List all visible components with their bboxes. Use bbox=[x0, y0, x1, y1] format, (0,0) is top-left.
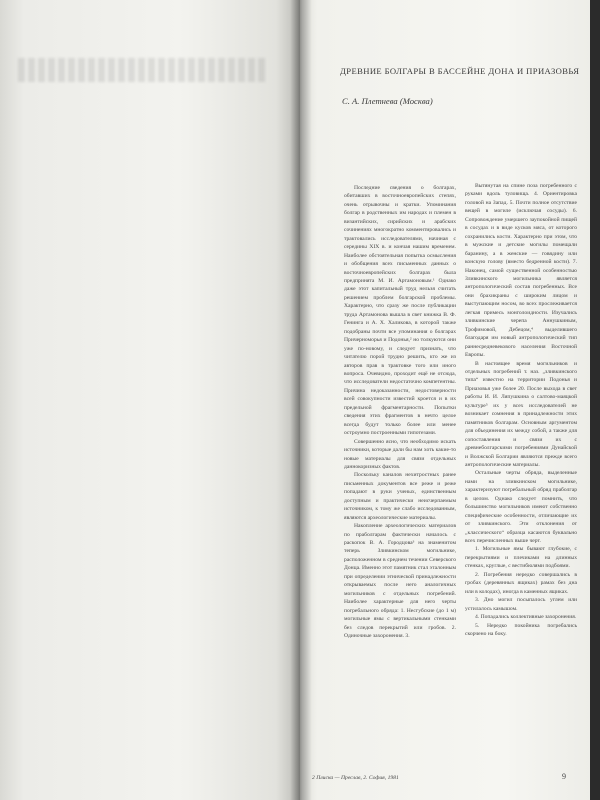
text-column-1 bbox=[344, 184, 456, 744]
paragraph: Поскольку каналов нехитростных ранее письменных документов все реже и реже попадают в руки ученых, единственным доступным и практически неисчерпаемым источником, к тому же слабо исследованным, являются археологические материалы. bbox=[344, 472, 456, 521]
paragraph: 4. Попадались коллективные захоронения. bbox=[475, 614, 577, 621]
bleed-through-heading bbox=[18, 58, 268, 82]
paragraph: Накопление археологических материалов по праболгарам фактически началось с раскопок В. А. Городцова³ на знаменитом теперь Зливкинском могильнике, расположенном в среднем течении Северского Донца. Именно этот памятник стал эталонным при определении этнической принадлежности открываемых после него аналогичных могильников с отдельных погребений. Наиболее характерные для него черты погребального обряда: 1. Несгубские (до 1 м) могильные ямы с вертикальными стенками без следов перекрытий или гробов. 2. Одиночные захоронения. 3. bbox=[344, 523, 456, 640]
paragraph: Последние сведения о болгарах, обитавших в восточноевропейских степях, очень отрывочны и кратки. Упоминания болгар в родственных им народах и племен в византийских, сирийских и арабских сочинениях многократно комментировались и трактовались исследователями, начиная с середины XIX в. и кончая нашим временем. Наиболее обстоятельная попытка осмысления и обобщения всех письменных данных о восточноевропейских болгарах была предпринята М. И. Артамоновым.¹ Однако даже этот капитальный труд нельзя считать решением проблем болгарской проблемы. Характерно, что сразу же после публикации труда Артамонова вышла в свет книжка В. Ф. Генинга и А. Х. Халикова, в которой также подобраны почти все упоминания о болгарах Причерноморья и Подонья,² но толкуются они уже по-новому, и следует признать, что читателю порой трудно решить, кто же из авторов прав в трактовке того или иного вопроса. Очевидно, проходит ещё не отсюда, что исследователи недостаточно компетентны. Причина недоказанности, недостоверности всей совокупности известий кроется и в их предельной фрагментарности. Попытки сведения этих фрагментов в нечто целое всегда будут только более или менее остроумно построенными гипотезами. bbox=[344, 185, 456, 437]
article-title: ДРЕВНИЕ БОЛГАРЫ В БАССЕЙНЕ ДОНА И ПРИАЗОВЬЯ bbox=[340, 66, 580, 76]
paragraph: В настоящее время могильников и отдельных погребений т. наз. „зливкинского типа“ известно на территории Подонья и Приазовья уже более 20. После выхода в свет работы И. И. Ляпушкина о салтово-маяцкой культуре⁵ их у всех исследователей не возникает сомнения в принадлежности этих памятников болгарам. Основным аргументом для объединения их между собой, а также для сопоставления и связи их с древнеболгарскими погребениями Дунайской и Волжской Болгарии являются прежде всего антропологические материалы. bbox=[465, 360, 577, 468]
page-edge bbox=[590, 0, 600, 800]
paragraph: 3. Дно могил посыпалось углем или устилалось камышом. bbox=[465, 597, 577, 612]
paragraph: Вытянутая на спине поза погребенного с руками вдоль туловища. 4. Ориентировка головой на Запад. 5. Почти полное отсутствие вещей в могиле (исключая сосуды). 6. Сопровождение умершего заупокойной пищей в сосудах и в виде кусков мяса, от которого сохранились кости. Характерно при этом, что в мужские и детские могилы помещали баранину, а в женские — говядину или конскую голову (вместо бедренной кости). 7. Наконец, самой существенной особенностью Зливкинского могильника является антропологический состав погребенных. Все они брахикраны с широким лицом и выступающим носом, во всех прослеживается легкая примесь монголоидности. Изучались зливкинские черепа Аннушкиным, Трофимовой, Дебецом,⁴ выделившего благодаря им новый антропологический тип раннесредневекового населения Восточной Европы. bbox=[465, 183, 577, 359]
book-gutter bbox=[290, 0, 312, 800]
paragraph: 2. Погребения нередко совершались в гробах (деревянных ящиках) рамах без дна или в колодах), иногда в каменных ящиках. bbox=[465, 571, 577, 595]
page-number: 9 bbox=[562, 772, 566, 781]
paragraph: 1. Могильные ямы бывают глубокие, с перекрытиями и плечиками на длинных стенках, круглые, с вестибюлями подбоями. bbox=[465, 546, 577, 570]
article-author: С. А. Плетнева (Москва) bbox=[342, 96, 433, 106]
paragraph: 5. Нередко покойника погребались скорчено на боку. bbox=[465, 622, 577, 638]
paragraph: Совершенно ясно, что необходимо искать источники, которые дали бы нам хоть какие-то новые материалы для связи отдельных даннокоризных фактов. bbox=[344, 438, 456, 470]
page-footer: 2 Плиска — Преслав, 2. София, 1981 bbox=[312, 775, 399, 781]
text-column-2 bbox=[465, 182, 577, 742]
paragraph: Остальные черты обряда, выделенные нами на зливкинском могильнике, характеризуют погребальный обряд праболгар в целом. Однако следует помнить, что большинство могильников имеют собственно специфические особенности, отличающие их от зливкинского. Эти отклонения от „классического“ образца касаются буквально всех перечисленных выше черт. bbox=[465, 470, 577, 545]
right-page bbox=[300, 0, 590, 800]
